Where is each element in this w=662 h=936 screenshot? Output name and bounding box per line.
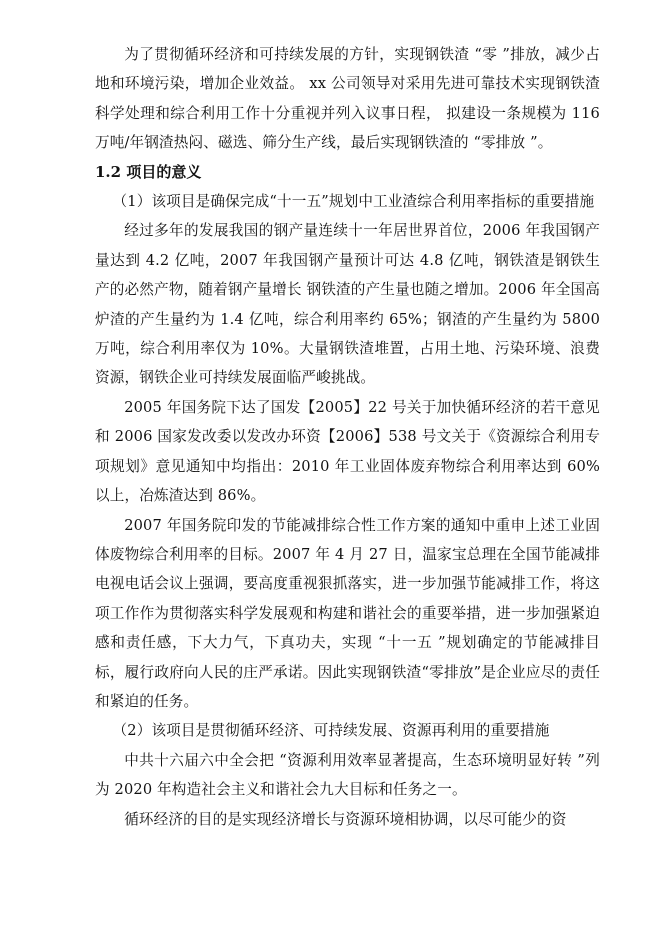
intro-paragraph: 为了贯彻循环经济和可持续发展的方针，实现钢铁渣 “零 ”排放，减少占地和环境污染，增加企业效益。 xx 公司领导对采用先进可靠技术实现钢铁渣科学处理和综合利用工作十分重视并列入议事日程， 拟建设一条规模为 116 万吨/年钢渣热闷、磁选、筛分生产线，最后实现钢铁渣的 “零排放 ”。 [95, 46, 600, 152]
section-heading [95, 158, 600, 187]
paragraph-circular-economy: 循环经济的目的是实现经济增长与资源环境相协调，以尽可能少的资 [124, 810, 567, 828]
paragraph-state-council-2005: 2005 年国务院下达了国发【2005】22 号关于加快循环经济的若干意见和 2006 国家发改委以发改办环资【2006】538 号文关于《资源综合利用专项规划》意见通知中均指出：2010 年工业固体废弃物综合利用率达到 60%以上，冶炼渣达到 86%。 [95, 398, 600, 505]
subheading-1: （1）该项目是确保完成“十一五”规划中工业渣综合利用率指标的重要措施 [112, 193, 595, 211]
paragraph-steel-output: 经过多年的发展我国的钢产量连续十一年居世界首位，2006 年我国钢产量达到 4.2 亿吨，2007 年我国钢产量预计可达 4.8 亿吨，钢铁渣是钢铁生产的必然产物，随着钢产量增长 钢铁渣的产生量也随之增加。2006 年全国高炉渣的产生量约为 1.4 亿吨，综合利用率约 65%；钢渣的产生量约为 5800 万吨，综合利用率仅为 10%。大量钢铁渣堆置，占用土地、污染环境、浪费资源，钢铁企业可持续发展面临严峻挑战。 [95, 222, 600, 387]
paragraph-energy-saving-2007: 2007 年国务院印发的节能减排综合性工作方案的通知中重申上述工业固体废物综合利用率的目标。2007 年 4 月 27 日，温家宝总理在全国节能减排电视电话会议上强调，要高度重视狠抓落实，进一步加强节能减排工作，将这项工作作为贯彻落实科学发展观和构建和谐社会的重要举措，进一步加强紧迫感和责任感，下大力气，下真功夫，实现 “十一五 ”规划确定的节能减排目标，履行政府向人民的庄严承诺。因此实现钢铁渣“零排放”是企业应尽的责任和紧迫的任务。 [95, 516, 600, 710]
document-body [95, 40, 600, 834]
subheading-2: （2）该项目是贯彻循环经济、可持续发展、资源再利用的重要措施 [112, 722, 550, 740]
paragraph-sixth-plenary: 中共十六届六中全会把 “资源利用效率显著提高，生态环境明显好转 ”列为 2020 年构造社会主义和谐社会九大目标和任务之一。 [95, 751, 600, 799]
section-title: 项目的意义 [126, 162, 202, 181]
section-number: 1.2 [95, 162, 122, 181]
